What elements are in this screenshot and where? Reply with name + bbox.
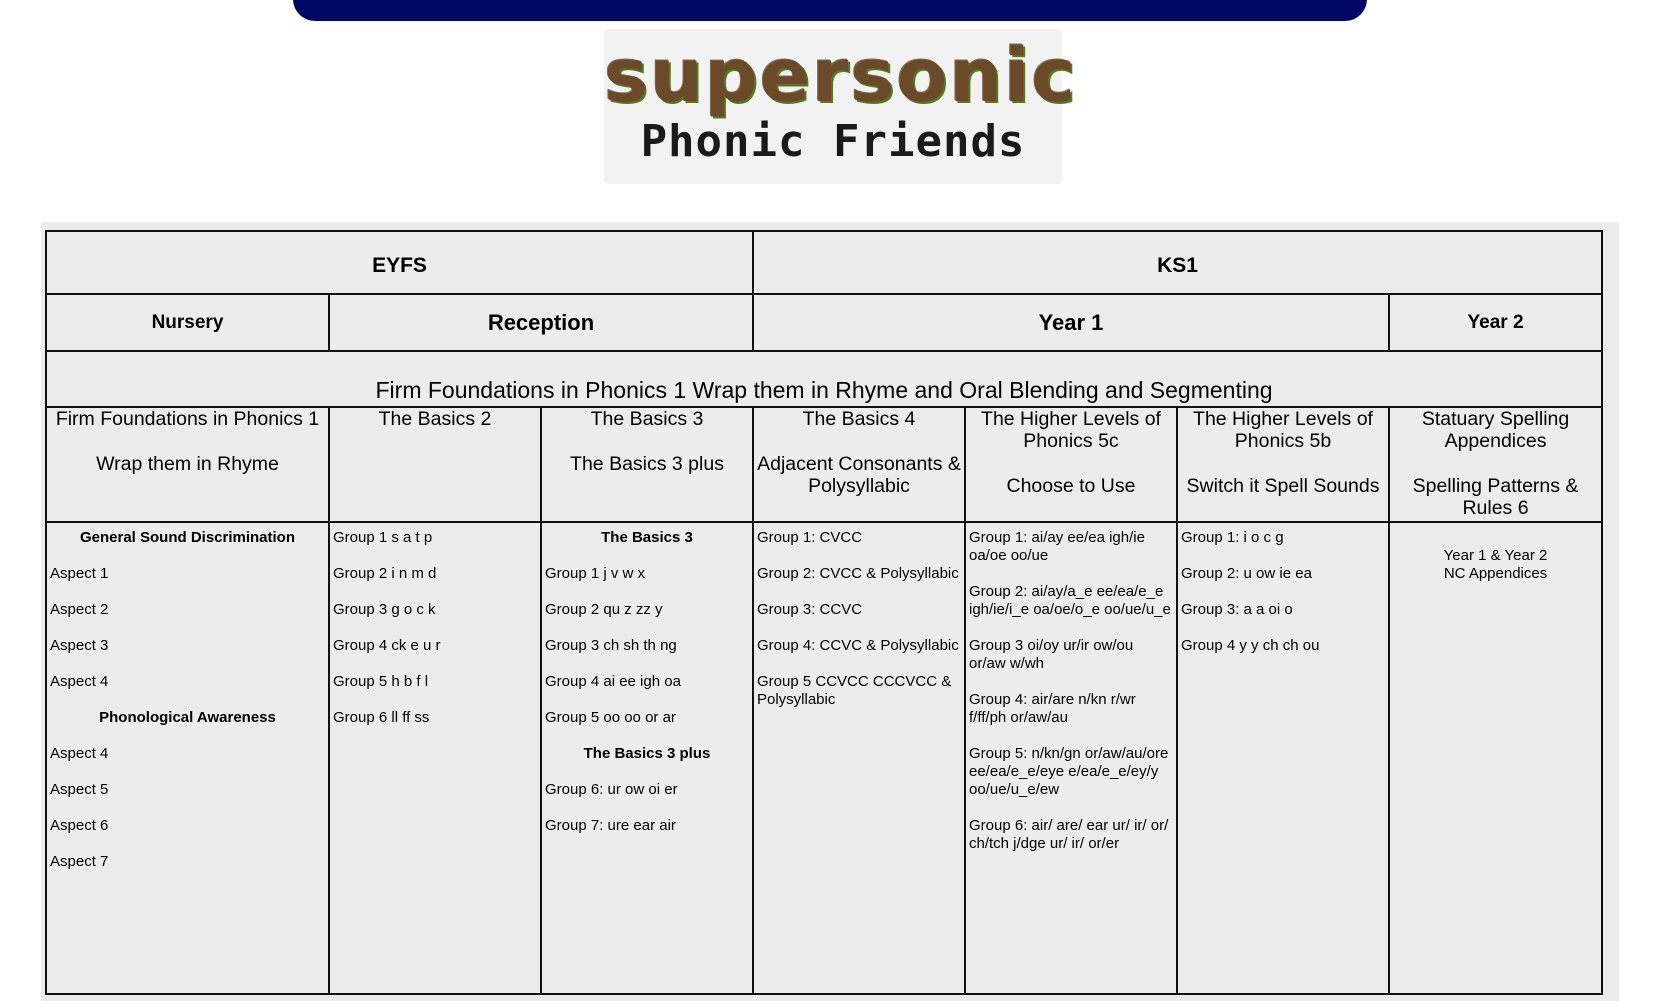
- section-heading: Phonological Awareness: [99, 709, 276, 726]
- list-item: Group 5 CCVCC CCCVCC & Polysyllabic: [757, 673, 952, 708]
- unit-title: The Basics 2: [378, 408, 492, 430]
- phonics-5c-content: [965, 522, 1177, 994]
- list-item: Group 2 qu z zz y: [545, 601, 663, 618]
- unit-title: Statuary Spelling Appendices: [1421, 408, 1570, 452]
- list-item: Group 1 s a t p: [333, 529, 433, 546]
- list-item: Group 4 ai ee igh oa: [545, 673, 681, 690]
- list-item: Aspect 4: [50, 673, 109, 690]
- programme-banner: Firm Foundations in Phonics 1 Wrap them in Rhyme and Oral Blending and Segmenting: [46, 351, 1602, 407]
- list-item: Group 3 g o c k: [333, 601, 436, 618]
- year-2: Year 2: [1389, 294, 1602, 351]
- year-1: Year 1: [753, 294, 1389, 351]
- list-item: Group 2: ai/ay/a_e ee/ea/e_e igh/ie/i_e oa/oe/o_e oo/ue/u_e: [969, 583, 1171, 618]
- unit-header: [329, 407, 541, 522]
- basics-2-content: [329, 522, 541, 994]
- unit-header: [965, 407, 1177, 522]
- basics-3-content: [541, 522, 753, 994]
- list-item: Group 7: ure ear air: [545, 817, 676, 834]
- list-item: Group 5 oo oo or ar: [545, 709, 676, 726]
- section-heading: The Basics 3: [601, 529, 693, 546]
- unit-header: [1389, 407, 1602, 522]
- supersonic-logo: [604, 29, 1078, 184]
- unit-subtitle: Spelling Patterns & Rules 6: [1412, 475, 1579, 519]
- list-item: Aspect 3: [50, 637, 109, 654]
- year-nursery: Nursery: [46, 294, 329, 351]
- unit-header: [541, 407, 753, 522]
- list-item: Group 2: CVCC & Polysyllabic: [757, 565, 959, 582]
- list-item: Group 4: CCVC & Polysyllabic: [757, 637, 959, 654]
- list-item: Group 3: CCVC: [757, 601, 863, 618]
- list-item: Group 1 j v w x: [545, 565, 646, 582]
- unit-subtitle: Wrap them in Rhyme: [96, 453, 279, 475]
- unit-header: [1177, 407, 1389, 522]
- list-item: Group 3: a a oi o: [1181, 601, 1293, 618]
- stage-ks1: KS1: [753, 231, 1602, 294]
- list-item: Group 6 ll ff ss: [333, 709, 430, 726]
- section-heading: General Sound Discrimination: [79, 529, 296, 546]
- phonics-progression-table: [45, 230, 1603, 995]
- unit-title: The Basics 3: [590, 408, 704, 430]
- list-item: Aspect 2: [50, 601, 109, 618]
- unit-title: The Higher Levels of Phonics 5c: [981, 408, 1161, 452]
- list-item: Group 5 h b f l: [333, 673, 429, 690]
- list-item: Aspect 1: [50, 565, 109, 582]
- curriculum-sheet: [41, 222, 1619, 1001]
- list-item: Group 4 ck e u r: [333, 637, 441, 654]
- year-reception: Reception: [329, 294, 753, 351]
- unit-subtitle: Adjacent Consonants & Polysyllabic: [757, 453, 961, 497]
- list-item: Aspect 6: [50, 817, 109, 834]
- list-item: Group 1: ai/ay ee/ea igh/ie oa/oe oo/ue: [969, 529, 1145, 564]
- phonics-5b-content: [1177, 522, 1389, 994]
- section-heading: The Basics 3 plus: [583, 745, 711, 762]
- list-item: Group 2: u ow ie ea: [1181, 565, 1312, 582]
- list-item: Group 2 i n m d: [333, 565, 437, 582]
- basics-4-content: [753, 522, 965, 994]
- appendix-years: Year 1 & Year 2: [1443, 547, 1548, 564]
- list-item: Group 3 oi/oy ur/ir ow/ou or/aw w/wh: [969, 637, 1134, 672]
- list-item: Aspect 7: [50, 853, 109, 870]
- list-item: Group 6: air/ are/ ear ur/ ir/ or/ ch/tch j/dge ur/ ir/ or/er: [969, 817, 1169, 852]
- list-item: Aspect 5: [50, 781, 109, 798]
- list-item: Group 3 ch sh th ng: [545, 637, 677, 654]
- unit-title: Firm Foundations in Phonics 1: [55, 408, 320, 430]
- logo-subtitle: Phonic Friends: [640, 116, 1026, 167]
- spelling-appendices-content: [1389, 522, 1602, 994]
- appendix-label: NC Appendices: [1443, 565, 1548, 582]
- top-banner-bar: [293, 0, 1367, 21]
- list-item: Group 5: n/kn/gn or/aw/au/ore ee/ea/e_e/eye e/ea/e_e/ey/y oo/ue/u_e/ew: [969, 745, 1169, 798]
- unit-title: The Basics 4: [802, 408, 916, 430]
- list-item: Aspect 4: [50, 745, 109, 762]
- unit-subtitle: Choose to Use: [1006, 475, 1136, 497]
- unit-title: The Higher Levels of Phonics 5b: [1193, 408, 1373, 452]
- list-item: Group 6: ur ow oi er: [545, 781, 678, 798]
- unit-subtitle: Switch it Spell Sounds: [1186, 475, 1380, 497]
- list-item: Group 4: air/are n/kn r/wr f/ff/ph or/aw/au: [969, 691, 1136, 726]
- stage-eyfs: EYFS: [46, 231, 753, 294]
- unit-header: [753, 407, 965, 522]
- unit-header: [46, 407, 329, 522]
- nursery-content: [46, 522, 329, 994]
- list-item: Group 4 y y ch ch ou: [1181, 637, 1320, 654]
- list-item: Group 1: i o c g: [1181, 529, 1284, 546]
- list-item: Group 1: CVCC: [757, 529, 863, 546]
- unit-subtitle: The Basics 3 plus: [570, 453, 724, 475]
- logo-title: supersonic: [604, 33, 1078, 119]
